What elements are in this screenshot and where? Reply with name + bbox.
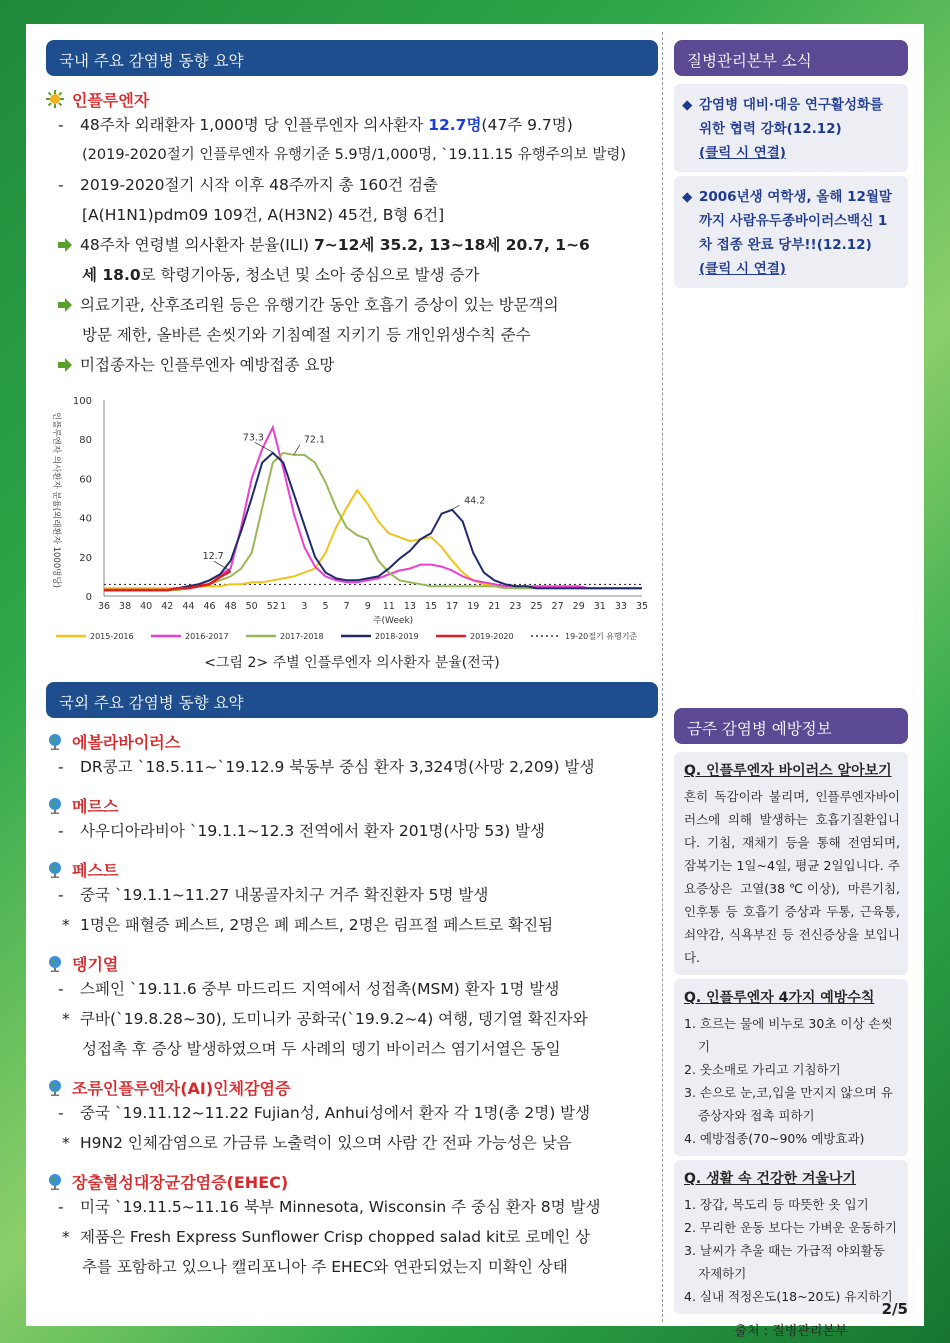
- x-tick-label: 29: [572, 601, 585, 612]
- flu-line-6: 세 18.0로 학령기아동, 청소년 및 소아 중심으로 발생 증가: [82, 266, 480, 284]
- prevention-header: 금주 감염병 예방정보: [674, 708, 908, 744]
- ehec-line-3: 추를 포함하고 있으나 캘리포니아 주 EHEC와 연관되었는지 미확인 상태: [82, 1258, 568, 1276]
- question-1-text: 흔히 독감이라 불리며, 인플루엔자바이러스에 의해 발생하는 호흡기질환입니다. 기침, 재채기 등을 통해 전염되며, 잠복기는 1일~4일, 평균 2일입니다. 주요증상은 고열(38℃이상), 마른기침, 인후통 등 호흡기 증상과 두통, 근육통, 쇠약감, 식욕부진 등 전신증상을 보입니다.: [684, 789, 900, 965]
- globe-icon: [46, 1078, 64, 1096]
- x-tick-label: 17: [446, 601, 459, 612]
- x-tick-label: 48: [224, 601, 237, 612]
- flu-line-4: [A(H1N1)pdm09 109건, A(H3N2) 45건, B형 6건]: [82, 206, 445, 224]
- x-tick-label: 11: [382, 601, 395, 612]
- flu-rate-value: 12.7명: [428, 116, 482, 134]
- arrow-icon: [58, 358, 72, 372]
- arrow-icon: [58, 238, 72, 252]
- flu-line-8: 방문 제한, 올바른 손씻기와 기침예절 지키기 등 개인위생수칙 준수: [82, 326, 531, 344]
- dengue-line-3: 성접촉 후 증상 발생하였으며 두 사례의 뎅기 바이러스 염기서열은 동일: [82, 1040, 561, 1058]
- x-tick-label: 3: [301, 601, 308, 612]
- source-note: 출처 : 질병관리본부: [734, 1324, 848, 1339]
- ili-chart-svg: [46, 390, 649, 648]
- legend-label: 2019-2020: [470, 632, 514, 641]
- kcdc-news-header: 질병관리본부 소식: [674, 40, 908, 76]
- x-tick-label: 42: [161, 601, 174, 612]
- x-axis-label: 주(Week): [372, 616, 414, 626]
- globe-icon: [46, 860, 64, 878]
- ai-line-1: - 중국 `19.11.12~11.22 Fujian성, Anhui성에서 환자 각 1명(총 2명) 발생: [58, 1104, 591, 1122]
- y-tick-label: 0: [85, 592, 92, 603]
- list-item: 3. 손으로 눈,코,입을 만지지 않으며 유증상자와 접촉 피하기: [684, 1085, 893, 1123]
- news-link-2[interactable]: (클릭 시 연결): [699, 261, 786, 277]
- x-tick-label: 25: [530, 601, 543, 612]
- question-2: Q. 인플루엔자 4가지 예방수칙: [684, 990, 875, 1006]
- y-tick-label: 40: [79, 513, 92, 525]
- influenza-title: 인플루엔자: [72, 90, 150, 110]
- prevention-box-3: [674, 1160, 908, 1314]
- flu-line-2: (2019-2020절기 인플루엔자 유행기준 5.9명/1,000명, `19.11.15 유행주의보 발령): [82, 147, 627, 163]
- page-number: 2/5: [881, 1300, 908, 1318]
- x-tick-label: 50: [245, 601, 258, 612]
- ehec-line-2: * 제품은 Fresh Express Sunflower Crisp chopped salad kit로 로메인 상: [62, 1228, 591, 1246]
- list-item: 2. 옷소매로 가리고 기침하기: [684, 1062, 841, 1077]
- topic-ebola: 에볼라바이러스: [46, 730, 658, 752]
- y-tick-label: 60: [79, 474, 92, 486]
- chart-caption: <그림 2> 주별 인플루엔자 의사환자 분율(전국): [204, 655, 500, 671]
- flu-line-5: 48주차 연령별 의사환자 분율(ILI) 7~12세 35.2, 13~18세 20.7, 1~6: [46, 230, 658, 260]
- x-tick-label: 46: [203, 601, 216, 612]
- legend-label: 2015-2016: [90, 632, 134, 641]
- dengue-line-2: * 쿠바(`19.8.28~30), 도미니카 공화국(`19.9.2~4) 여행, 뎅기열 확진자와: [62, 1010, 588, 1028]
- y-tick-label: 20: [79, 552, 92, 564]
- flu-line-7: 의료기관, 산후조리원 등은 유행기간 동안 호흡기 증상이 있는 방문객의: [46, 290, 658, 320]
- series-line-2016-2017: [104, 427, 642, 590]
- x-tick-label: 36: [97, 601, 111, 612]
- globe-icon: [46, 954, 64, 972]
- topic-dengue: 뎅기열: [46, 952, 658, 974]
- overseas-section-header: 국외 주요 감염병 동향 요약: [46, 682, 658, 718]
- legend-label: 2016-2017: [185, 632, 229, 641]
- x-tick-label: 40: [140, 601, 153, 612]
- x-tick-label: 31: [593, 601, 606, 612]
- x-tick-label: 13: [403, 601, 416, 612]
- x-tick-label: 44: [182, 601, 195, 612]
- series-line-2018-2019: [104, 453, 642, 590]
- dengue-line-1: - 스페인 `19.11.6 중부 마드리드 지역에서 성접촉(MSM) 환자 1명 발생: [58, 980, 560, 998]
- prevention-box-2: [674, 979, 908, 1156]
- globe-icon: [46, 796, 64, 814]
- x-tick-label: 27: [551, 601, 564, 612]
- arrow-icon: [58, 298, 72, 312]
- data-label: 12.7: [202, 551, 224, 563]
- topic-ehec: 장출혈성대장균감염증(EHEC): [46, 1170, 658, 1192]
- news-link-1[interactable]: (클릭 시 연결): [699, 145, 786, 161]
- x-tick-label: 7: [343, 601, 350, 612]
- question-3: Q. 생활 속 건강한 겨울나기: [684, 1171, 856, 1187]
- flu-line-9: 미접종자는 인플루엔자 예방접종 요망: [46, 350, 658, 380]
- left-column: [46, 40, 658, 1282]
- influenza-topic: [46, 88, 658, 110]
- x-tick-label: 38: [119, 601, 132, 612]
- x-tick-label: 9: [364, 601, 371, 612]
- q3-list: [684, 1193, 900, 1308]
- topic-avian-flu: 조류인플루엔자(AI)인체감염증: [46, 1076, 658, 1098]
- legend-label: 2017-2018: [280, 632, 324, 641]
- flu-line-3: - 2019-2020절기 시작 이후 48주까지 총 160건 검출: [58, 176, 439, 194]
- series-line-2017-2018: [104, 453, 642, 590]
- prevention-box-1: [674, 752, 908, 975]
- virus-icon: [46, 90, 64, 108]
- x-tick-label: 33: [614, 601, 627, 612]
- x-tick-label: 21: [488, 601, 501, 612]
- plague-line-1: - 중국 `19.1.1~11.27 내몽골자치구 거주 확진환자 5명 발생: [58, 886, 489, 904]
- diamond-bullet-icon: ◆: [682, 97, 693, 113]
- ili-chart: [46, 390, 649, 648]
- globe-icon: [46, 1172, 64, 1190]
- newsletter-page: [26, 24, 924, 1339]
- y-axis-label: 인플루엔자 의사환자 분율(외래환자 1000명당): [51, 412, 61, 588]
- annotation-leader: [294, 445, 300, 455]
- topic-mers: 메르스: [46, 794, 658, 816]
- data-label: 73.3: [242, 432, 264, 444]
- mers-line-1: - 사우디아라비아 `19.1.1~12.3 전역에서 환자 201명(사망 53) 발생: [58, 822, 546, 840]
- list-item: 3. 날씨가 추울 때는 가급적 야외활동 자제하기: [684, 1243, 885, 1281]
- plague-line-2: * 1명은 패혈증 페스트, 2명은 폐 페스트, 2명은 림프절 페스트로 확진됨: [62, 916, 554, 934]
- legend-label: 19-20절기 유행기준: [565, 632, 638, 641]
- column-divider: [662, 32, 663, 1322]
- x-tick-label: 1: [280, 601, 287, 612]
- data-label: 44.2: [464, 495, 486, 507]
- x-tick-label: 15: [424, 601, 438, 612]
- flu-line-1: - 48주차 외래환자 1,000명 당 인플루엔자 의사환자 12.7명(47주 9.7명): [58, 116, 573, 134]
- x-tick-label: 23: [509, 601, 522, 612]
- annotation-leader: [452, 505, 459, 509]
- y-tick-label: 80: [79, 435, 92, 447]
- x-tick-label: 19: [467, 601, 480, 612]
- topic-plague: 페스트: [46, 858, 658, 880]
- list-item: 4. 예방접종(70~90% 예방효과): [684, 1131, 865, 1146]
- ai-line-2: * H9N2 인체감염으로 가금류 노출력이 있으며 사람 간 전파 가능성은 낮음: [62, 1134, 572, 1152]
- domestic-section-header: 국내 주요 감염병 동향 요약: [46, 40, 658, 76]
- news-item-2[interactable]: ◆ 2006년생 여학생, 올해 12월말까지 사람유두종바이러스백신 1차 접종 완료 당부!!(12.12) (클릭 시 연결): [674, 176, 908, 288]
- list-item: 2. 무리한 운동 보다는 가벼운 운동하기: [684, 1220, 897, 1235]
- list-item: 4. 실내 적정온도(18~20도) 유지하기: [684, 1289, 893, 1304]
- x-tick-label: 5: [322, 601, 329, 612]
- news-item-1[interactable]: ◆ 감염병 대비·대응 연구활성화를 위한 협력 강화(12.12) (클릭 시 연결): [674, 84, 908, 172]
- list-item: 1. 장갑, 목도리 등 따뜻한 옷 입기: [684, 1197, 869, 1212]
- q2-list: [684, 1012, 900, 1150]
- x-tick-label: 52: [266, 601, 279, 612]
- y-tick-label: 100: [72, 396, 92, 407]
- ehec-line-1: - 미국 `19.11.5~11.16 북부 Minnesota, Wisconsin 주 중심 환자 8명 발생: [58, 1198, 601, 1216]
- right-column: [674, 40, 908, 1339]
- x-tick-label: 35: [635, 601, 649, 612]
- list-item: 1. 흐르는 물에 비누로 30초 이상 손씻기: [684, 1016, 893, 1054]
- ebola-line-1: - DR콩고 `18.5.11~`19.12.9 북동부 중심 환자 3,324명(사망 2,209) 발생: [58, 758, 595, 776]
- globe-icon: [46, 732, 64, 750]
- series-line-2015-2016: [104, 490, 642, 588]
- legend-label: 2018-2019: [375, 632, 419, 641]
- data-label: 72.1: [303, 434, 326, 446]
- diamond-bullet-icon: ◆: [682, 189, 693, 205]
- question-1: Q. 인플루엔자 바이러스 알아보기: [684, 763, 892, 779]
